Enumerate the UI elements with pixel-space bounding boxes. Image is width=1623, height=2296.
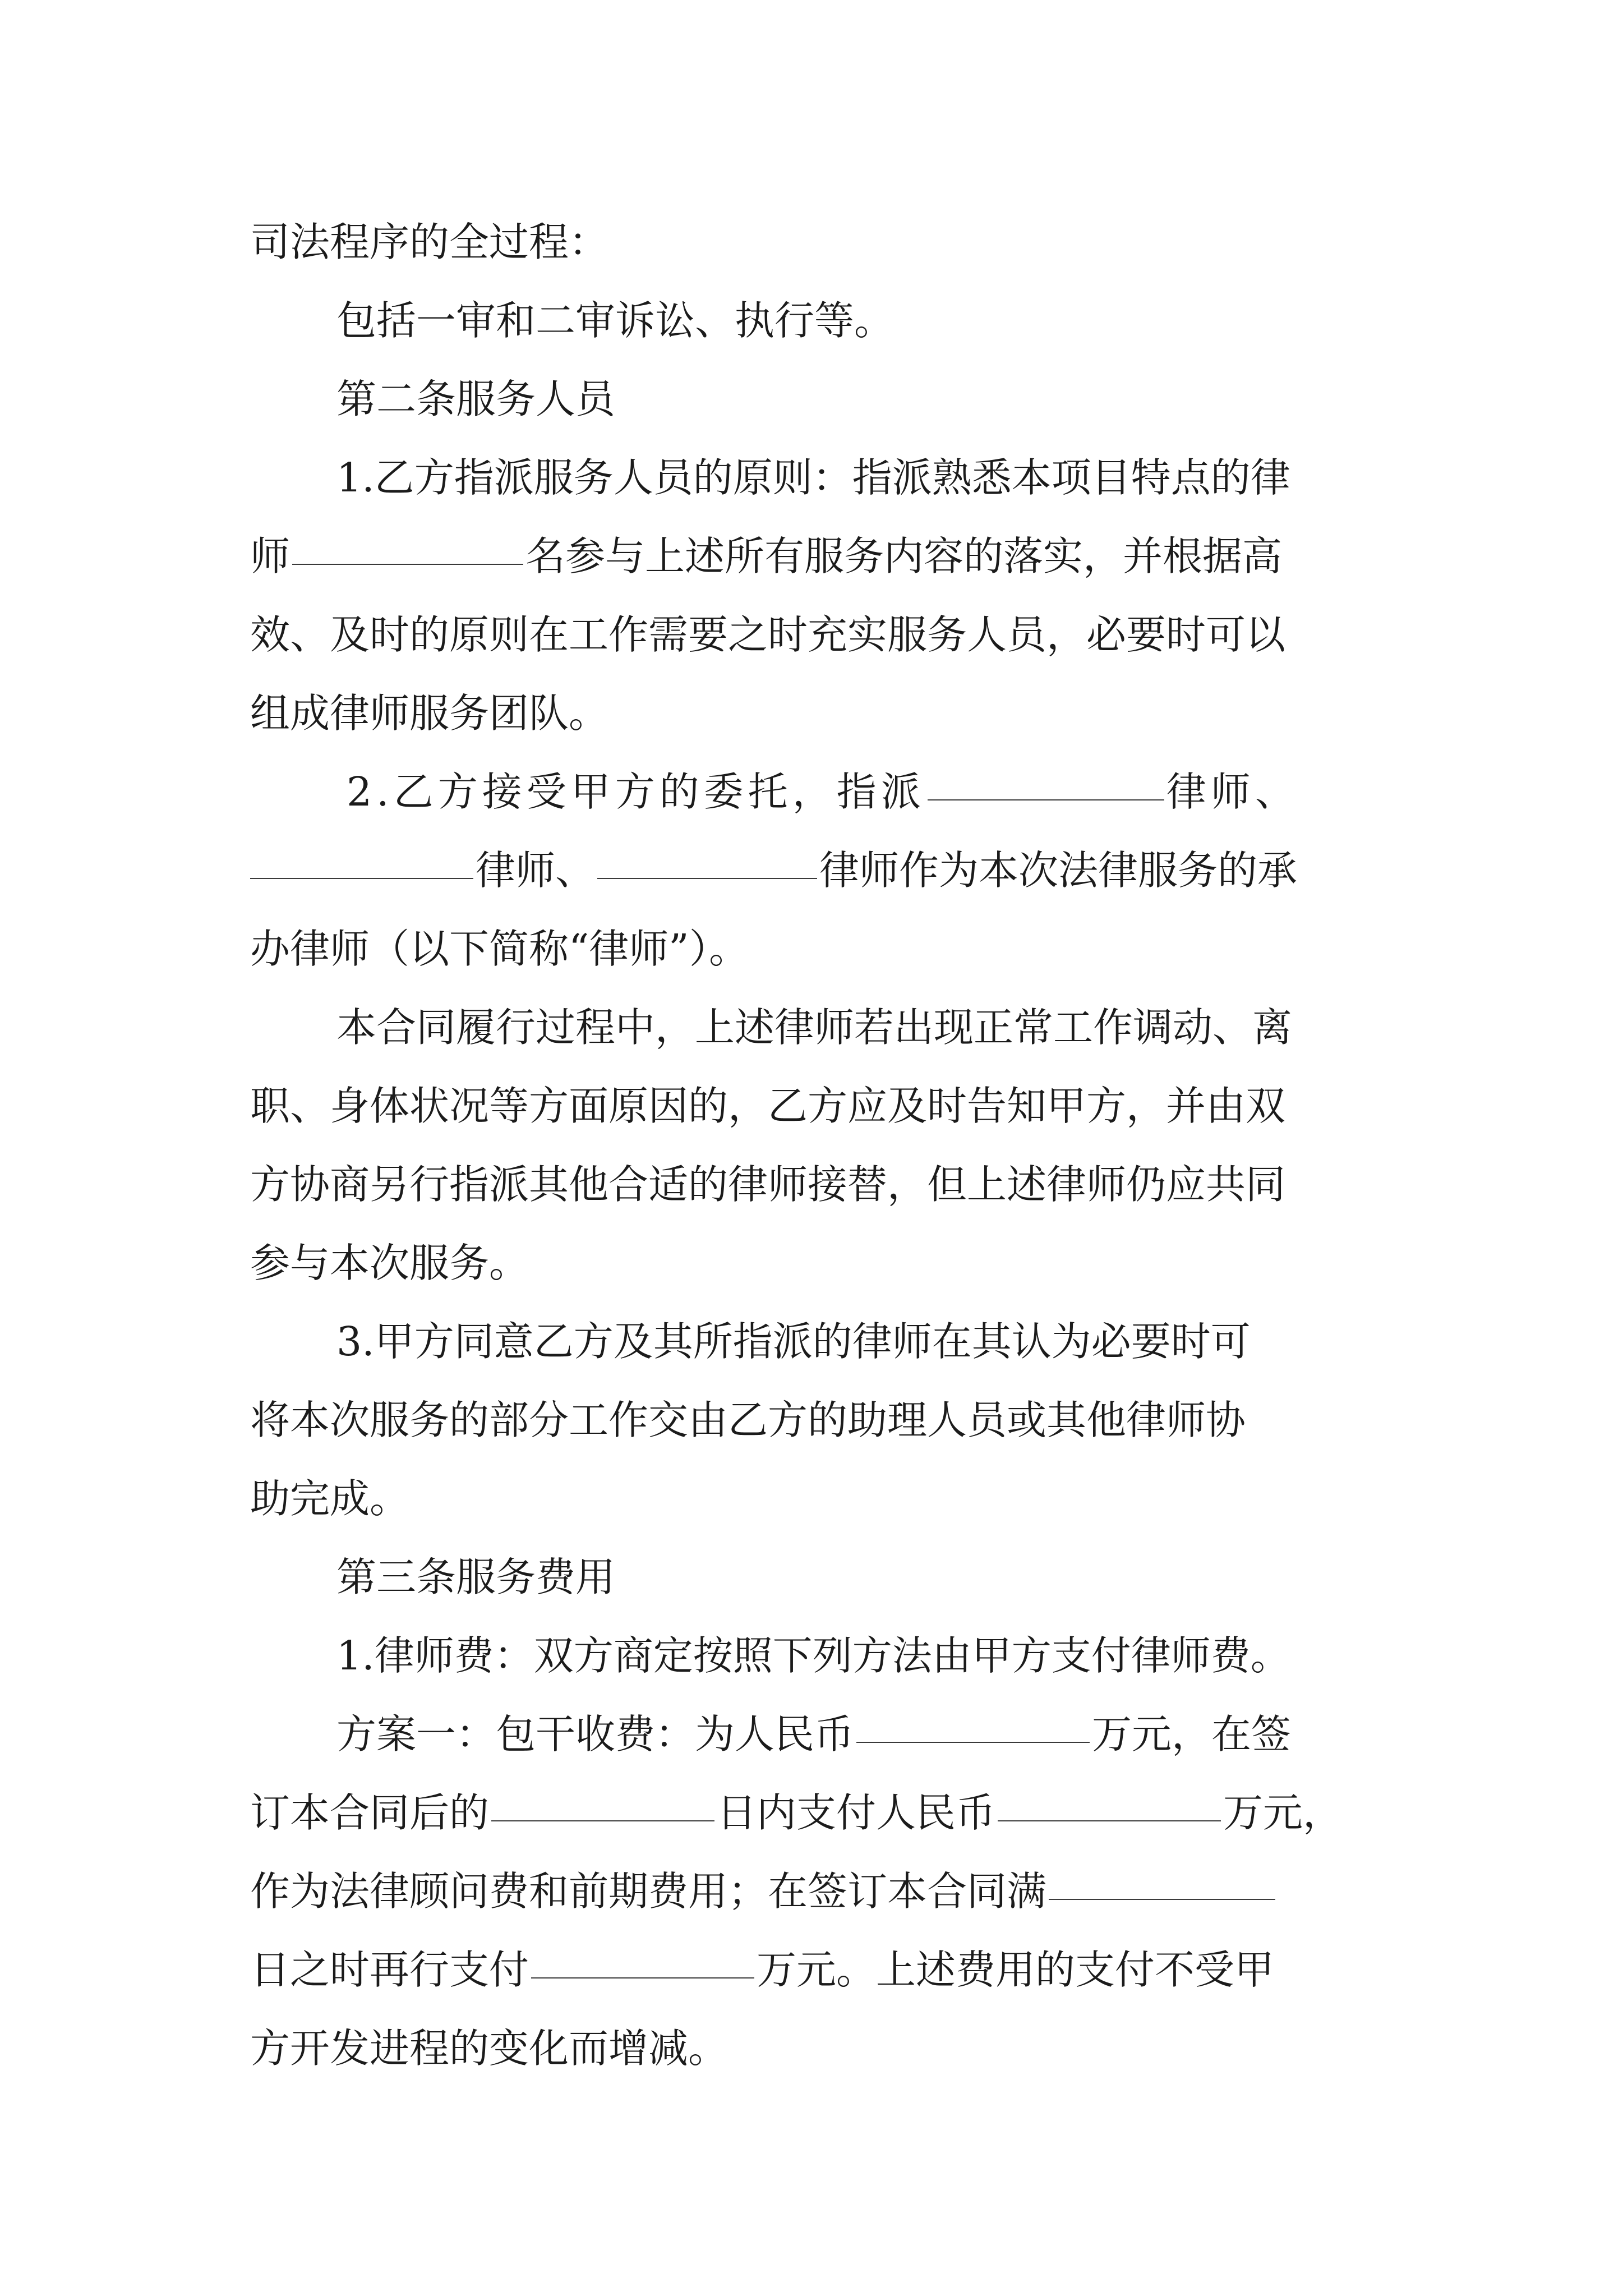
text-fragment: 万元，在签 bbox=[1092, 1711, 1292, 1757]
text-line: 1.乙方指派服务人员的原则：指派熟悉本项目特点的律 bbox=[336, 454, 1290, 501]
text-line: 效、及时的原则在工作需要之时充实服务人员，必要时可以 bbox=[250, 611, 1286, 658]
text-fragment: 日内支付人民币 bbox=[717, 1789, 996, 1836]
fill-in-blank[interactable] bbox=[1049, 1898, 1275, 1900]
text-fragment: 律师、 bbox=[476, 847, 596, 894]
text-fragment: 律师、 bbox=[1166, 769, 1299, 815]
text-line: 3.甲方同意乙方及其所指派的律师在其认为必要时可 bbox=[336, 1318, 1251, 1365]
text-line: 办律师（以下简称“律师”）。 bbox=[250, 926, 749, 972]
text-line bbox=[336, 1695, 1291, 1774]
text-line bbox=[250, 1931, 1274, 2009]
text-fragment: 律师作为本次法律服务的承 bbox=[819, 847, 1298, 894]
text-fragment: 订本合同后的 bbox=[250, 1789, 490, 1836]
text-fragment: 2.乙方接受甲方的委托，指派 bbox=[347, 769, 925, 815]
text-line: 将本次服务的部分工作交由乙方的助理人员或其他律师协 bbox=[250, 1397, 1246, 1443]
text-line: 方协商另行指派其他合适的律师接替，但上述律师仍应共同 bbox=[250, 1161, 1286, 1208]
fill-in-blank[interactable] bbox=[998, 1820, 1221, 1821]
text-fragment: 作为法律顾问费和前期费用；在签订本合同满 bbox=[250, 1868, 1047, 1915]
section-heading: 第三条服务费用 bbox=[336, 1554, 616, 1600]
fill-in-blank[interactable] bbox=[856, 1741, 1090, 1743]
text-line: 组成律师服务团队。 bbox=[250, 690, 609, 737]
fill-in-blank[interactable] bbox=[531, 1977, 754, 1978]
fill-in-blank[interactable] bbox=[928, 799, 1164, 800]
fill-in-blank[interactable] bbox=[292, 563, 523, 565]
fill-in-blank[interactable] bbox=[250, 877, 473, 879]
text-fragment: 名参与上述所有服务内容的落实，并根据高 bbox=[525, 533, 1283, 579]
text-line bbox=[347, 753, 1299, 831]
text-line: 方开发进程的变化而增减。 bbox=[250, 2025, 728, 2072]
text-line: 助完成。 bbox=[250, 1475, 410, 1522]
section-heading: 第二条服务人员 bbox=[336, 376, 616, 422]
text-fragment: 师 bbox=[250, 533, 291, 579]
text-line: 参与本次服务。 bbox=[250, 1240, 529, 1286]
text-fragment: 万元， bbox=[1223, 1789, 1343, 1836]
text-line bbox=[250, 517, 1282, 596]
fill-in-blank[interactable] bbox=[491, 1820, 714, 1821]
text-line: 本合同履行过程中，上述律师若出现正常工作调动、离 bbox=[336, 1004, 1293, 1051]
text-line bbox=[250, 1774, 1343, 1852]
text-line: 司法程序的全过程： bbox=[250, 219, 609, 265]
text-line bbox=[250, 831, 1297, 910]
text-line bbox=[250, 1852, 1278, 1931]
text-line: 包括一审和二审诉讼、执行等。 bbox=[336, 297, 895, 344]
text-fragment: 日之时再行支付 bbox=[250, 1947, 529, 1993]
text-fragment: 万元。上述费用的支付不受甲 bbox=[757, 1947, 1275, 1993]
text-fragment: 方案一：包干收费：为人民币 bbox=[336, 1711, 855, 1757]
text-line: 职、身体状况等方面原因的，乙方应及时告知甲方，并由双 bbox=[250, 1083, 1286, 1129]
text-line: 1.律师费：双方商定按照下列方法由甲方支付律师费。 bbox=[336, 1632, 1290, 1679]
fill-in-blank[interactable] bbox=[597, 877, 817, 879]
